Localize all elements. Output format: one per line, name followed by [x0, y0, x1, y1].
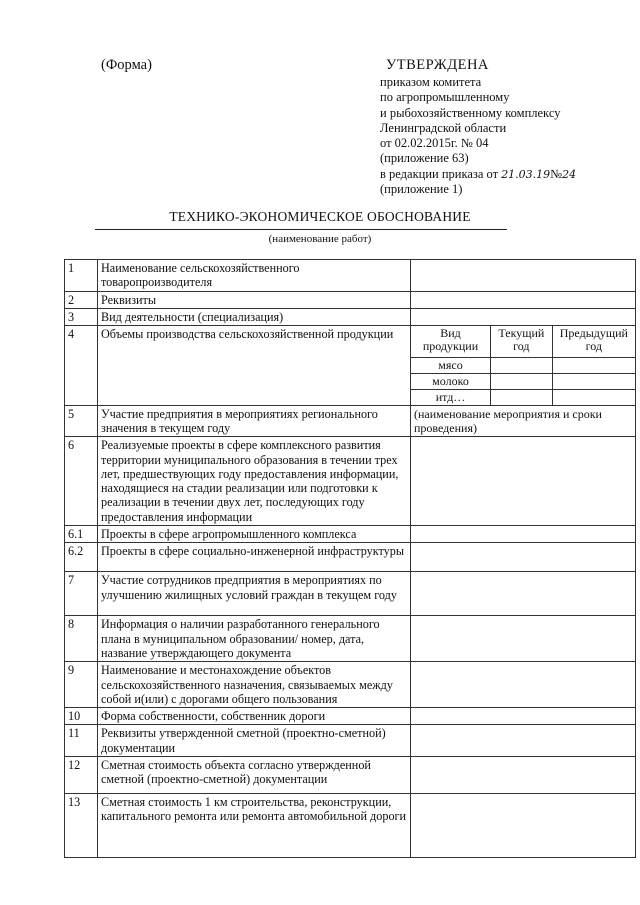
row-number: 2 — [65, 291, 98, 308]
table-row — [65, 708, 636, 725]
row-number: 1 — [65, 260, 98, 292]
row-label: Форма собственности, собственник дороги — [98, 708, 411, 725]
row-value-cell[interactable] — [411, 725, 636, 757]
edition-line — [380, 167, 576, 182]
edition-prefix: в редакции приказа от — [380, 166, 499, 181]
row-label: Реализуемые проекты в сфере комплексного развития территории муниципального образования в течении трех лет, предшествующих году предоставления информации, находящиеся на стадии реализации или подготовки к реализации в течении двух лет, последующих году предоставления информации — [98, 437, 411, 526]
current-year-value[interactable] — [491, 373, 553, 389]
title-underline — [95, 229, 507, 230]
row-label: Реквизиты утвержденной сметной (проектно-сметной) документации — [98, 725, 411, 757]
product-name: молоко — [411, 373, 491, 389]
production-row — [411, 389, 635, 405]
product-name: мясо — [411, 357, 491, 373]
row-number: 4 — [65, 326, 98, 406]
feasibility-table — [64, 259, 636, 858]
row-number: 5 — [65, 405, 98, 437]
row-value-cell[interactable] — [411, 291, 636, 308]
approval-line: Ленинградской области — [380, 120, 507, 135]
row-label: Проекты в сфере агропромышленного комплекса — [98, 526, 411, 543]
row-value-cell[interactable]: (наименование мероприятия и сроки проведения) — [411, 405, 636, 437]
row-value-cell[interactable] — [411, 616, 636, 662]
production-row — [411, 373, 635, 389]
row-number: 13 — [65, 794, 98, 858]
row-value-cell[interactable] — [411, 308, 636, 325]
current-year-value[interactable] — [491, 357, 553, 373]
table-row — [65, 616, 636, 662]
table-row — [65, 662, 636, 708]
production-volume-table — [411, 326, 635, 405]
table-row — [65, 326, 636, 406]
row-label: Наименование и местонахождение объектов сельскохозяйственного назначения, связываемых между собой и(или) с дорогами общего пользования — [98, 662, 411, 708]
row-number: 11 — [65, 725, 98, 757]
row-value-cell[interactable] — [411, 708, 636, 725]
previous-year-value[interactable] — [552, 389, 635, 405]
approval-line: и рыбохозяйственному комплексу — [380, 105, 561, 120]
row-number: 7 — [65, 572, 98, 616]
row-label: Объемы производства сельскохозяйственной продукции — [98, 326, 411, 406]
row-label: Сметная стоимость объекта согласно утвержденной сметной (проектно-сметной) документации — [98, 757, 411, 794]
row-number: 12 — [65, 757, 98, 794]
table-row — [65, 308, 636, 325]
row-label: Информация о наличии разработанного генерального плана в муниципальном образовании/ номер, дата, название утверждающего документа — [98, 616, 411, 662]
row-number: 8 — [65, 616, 98, 662]
row-number: 6 — [65, 437, 98, 526]
document-title: ТЕХНИКО-ЭКОНОМИЧЕСКОЕ ОБОСНОВАНИЕ — [169, 209, 471, 224]
handwritten-edition-date: 21.03.19 — [501, 167, 551, 181]
approval-line: приказом комитета — [380, 75, 482, 89]
handwritten-edition-number: 24 — [562, 167, 577, 181]
row-number: 10 — [65, 708, 98, 725]
row-value-cell[interactable] — [411, 662, 636, 708]
approval-block — [380, 75, 576, 197]
row-label: Участие сотрудников предприятия в мероприятиях по улучшению жилищных условий граждан в текущем году — [98, 572, 411, 616]
table-row — [65, 543, 636, 572]
row-value-cell[interactable] — [411, 572, 636, 616]
header-previous-year: Предыдущий год — [552, 326, 635, 357]
table-row — [65, 757, 636, 794]
row-value-cell[interactable] — [411, 794, 636, 858]
production-header-row — [411, 326, 635, 357]
row-value-cell[interactable] — [411, 437, 636, 526]
row-label: Реквизиты — [98, 291, 411, 308]
approval-line: от 02.02.2015г. № 04 — [380, 136, 489, 151]
production-volume-cell — [411, 326, 636, 406]
previous-year-value[interactable] — [552, 373, 635, 389]
previous-year-value[interactable] — [552, 357, 635, 373]
form-label: (Форма) — [101, 57, 152, 73]
row-number: 6.1 — [65, 526, 98, 543]
attachment-line: (приложение 1) — [380, 182, 463, 197]
approval-line: по агропромышленному — [380, 90, 510, 105]
product-name: итд… — [411, 389, 491, 405]
approved-title: УТВЕРЖДЕНА — [386, 57, 489, 73]
row-value-cell[interactable] — [411, 260, 636, 292]
table-row — [65, 526, 636, 543]
row-value-cell[interactable] — [411, 543, 636, 572]
header-current-year: Текущий год — [491, 326, 553, 357]
table-row — [65, 405, 636, 437]
table-row — [65, 794, 636, 858]
row-label: Проекты в сфере социально-инженерной инфраструктуры — [98, 543, 411, 572]
row-number: 6.2 — [65, 543, 98, 572]
row-label: Вид деятельности (специализация) — [98, 308, 411, 325]
table-row — [65, 437, 636, 526]
row-value-cell[interactable] — [411, 757, 636, 794]
row-label: Сметная стоимость 1 км строительства, реконструкции, капитального ремонта или ремонта автомобильной дороги — [98, 794, 411, 858]
row-number: 3 — [65, 308, 98, 325]
row-label: Участие предприятия в мероприятиях регионального значения в текущем году — [98, 405, 411, 437]
row-value-cell[interactable] — [411, 526, 636, 543]
table-row — [65, 260, 636, 292]
document-subtitle: (наименование работ) — [268, 233, 372, 245]
header-product: Вид продукции — [411, 326, 491, 357]
production-row — [411, 357, 635, 373]
row-label: Наименование сельскохозяйственного товаропроизводителя — [98, 260, 411, 292]
approval-line: (приложение 63) — [380, 151, 469, 166]
edition-number-sign: № — [550, 166, 563, 181]
table-row — [65, 291, 636, 308]
current-year-value[interactable] — [491, 389, 553, 405]
table-row — [65, 572, 636, 616]
row-number: 9 — [65, 662, 98, 708]
table-row — [65, 725, 636, 757]
